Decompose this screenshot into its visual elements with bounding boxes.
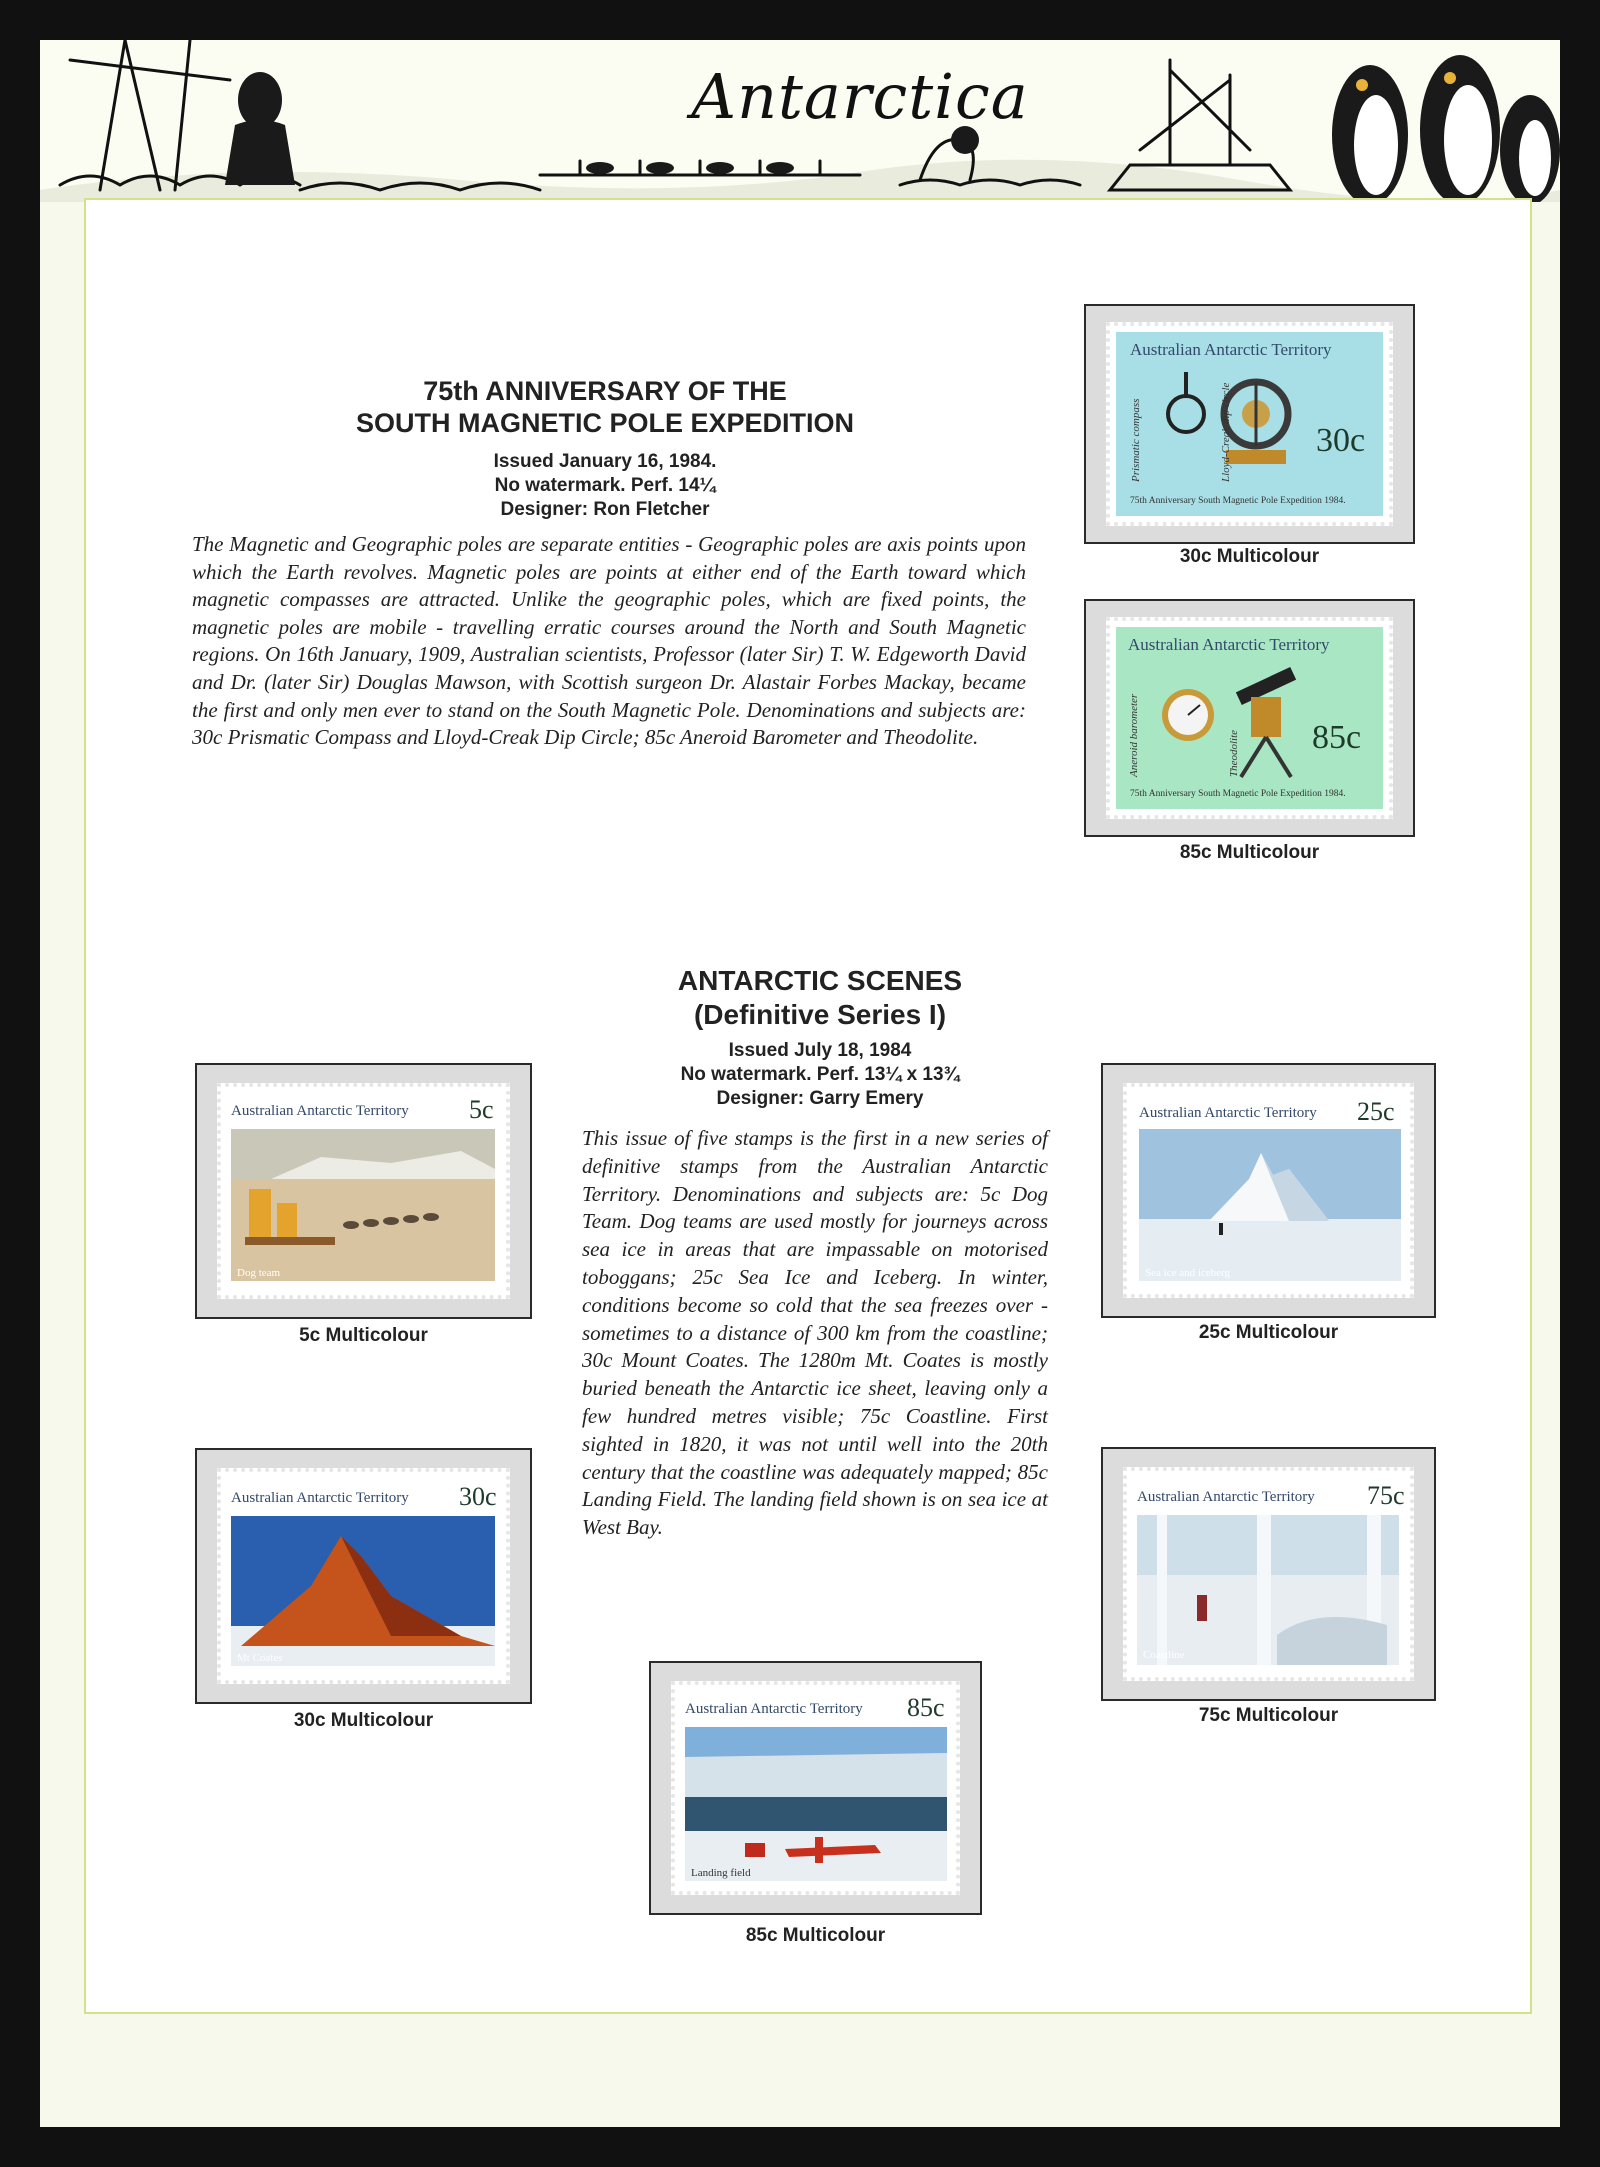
stamp-value: 30c <box>1316 422 1366 459</box>
stamp-territory: Australian Antarctic Territory <box>1130 340 1332 359</box>
stamp-scene-label: Coastline <box>1143 1649 1185 1661</box>
coastline-scene <box>1137 1515 1399 1665</box>
stamp-75c <box>1123 1467 1414 1681</box>
section2-meta <box>560 1039 1080 1111</box>
section2-heading-line1: ANTARCTIC SCENES <box>677 965 963 996</box>
stamp-label-right: Theodolite <box>1228 729 1240 777</box>
stamp-mount-5c <box>195 1063 532 1319</box>
section2-issue-date: Issued July 18, 1984 <box>728 1040 912 1061</box>
section1-heading-line2: SOUTH MAGNETIC POLE EXPEDITION <box>355 408 855 438</box>
section1-designer: Designer: Ron Fletcher <box>500 499 710 520</box>
caption-25c: 25c Multicolour <box>1198 1322 1339 1343</box>
stamp-value: 85c <box>1312 719 1362 756</box>
stamp-territory: Australian Antarctic Territory <box>685 1701 863 1717</box>
stamp-mount-30c-scenes <box>195 1448 532 1704</box>
barometer-theodolite-icon <box>1116 627 1383 809</box>
stamp-mount-25c <box>1101 1063 1436 1318</box>
stamp-label-right: Lloyd-Creak dip circle <box>1220 382 1232 482</box>
caption-30c-magnetic: 30c Multicolour <box>1179 546 1320 567</box>
stamp-85c-magnetic <box>1106 617 1393 819</box>
section1-issue-date: Issued January 16, 1984. <box>493 451 717 472</box>
stamp-scene-label: Mt Coates <box>237 1652 283 1664</box>
stamp-30c-magnetic <box>1106 322 1393 526</box>
iceberg-scene <box>1139 1129 1401 1281</box>
stamp-85c-scenes <box>671 1681 960 1895</box>
caption-85c-scenes: 85c Multicolour <box>745 1925 886 1946</box>
stamp-territory: Australian Antarctic Territory <box>231 1103 409 1119</box>
stamp-label-left: Prismatic compass <box>1130 398 1142 482</box>
section1-watermark-perf: No watermark. Perf. 14¼ <box>494 475 716 496</box>
dog-team-scene <box>231 1129 495 1281</box>
page-title: Antarctica <box>691 60 1029 133</box>
stamp-30c-scenes <box>217 1468 510 1684</box>
stamp-25c <box>1123 1083 1414 1298</box>
stamp-territory: Australian Antarctic Territory <box>1137 1489 1315 1505</box>
stamp-85c-magnetic-design <box>1116 627 1383 809</box>
stamp-territory: Australian Antarctic Territory <box>231 1490 409 1506</box>
stamp-mount-85c-magnetic <box>1084 599 1415 837</box>
stamp-5c <box>217 1083 510 1299</box>
header-banner <box>40 40 1560 202</box>
section2-heading-line2: (Definitive Series I) <box>693 999 947 1030</box>
stamp-scene-label: Landing field <box>691 1867 751 1879</box>
stamp-mount-75c <box>1101 1447 1436 1701</box>
caption-85c-magnetic: 85c Multicolour <box>1179 842 1320 863</box>
caption-5c: 5c Multicolour <box>299 1325 428 1346</box>
section1-heading <box>190 375 1020 439</box>
landing-field-scene <box>685 1727 947 1881</box>
stamp-footer: 75th Anniversary South Magnetic Pole Expedition 1984. <box>1130 789 1346 799</box>
stamp-value: 75c <box>1367 1481 1405 1510</box>
caption-75c: 75c Multicolour <box>1198 1705 1339 1726</box>
stamp-value: 30c <box>459 1482 497 1511</box>
caption-30c-scenes: 30c Multicolour <box>293 1710 434 1731</box>
stamp-territory: Australian Antarctic Territory <box>1139 1105 1317 1121</box>
stamp-value: 5c <box>469 1095 494 1124</box>
stamp-value: 25c <box>1357 1097 1395 1126</box>
section2-description: This issue of five stamps is the first in a new series of definitive stamps from the Australian Antarctic Territory. Denominations and subjects are: 5c Dog Team. Dog teams are used mostly for journeys across sea ice in areas that are impassable on motorised toboggans; 25c Sea Ice and Iceberg. In winter, conditions become so cold that the sea freezes over - sometimes to a distance of 300 km from the coastline; 30c Mount Coates. The 1280m Mt. Coates is mostly buried beneath the Antarctic ice sheet, leaving only a few hundred metres visible; 75c Coastline. First sighted in 1820, it was not until well into the 20th century that the coastline was adequately mapped; 85c Landing Field. The landing field shown is on sea ice at West Bay. <box>582 1126 1048 1540</box>
stamp-label-left: Aneroid barometer <box>1128 693 1140 777</box>
stamp-mount-30c-magnetic <box>1084 304 1415 544</box>
section2-heading <box>560 964 1080 1032</box>
stamp-scene-label: Sea ice and iceberg <box>1145 1267 1231 1279</box>
section1-heading-line1: 75th ANNIVERSARY OF THE <box>423 376 787 406</box>
section1-meta <box>190 450 1020 522</box>
stamp-footer: 75th Anniversary South Magnetic Pole Expedition 1984. <box>1130 496 1346 506</box>
section2-designer: Designer: Garry Emery <box>716 1088 924 1109</box>
mt-coates-scene <box>231 1516 495 1666</box>
stamp-scene-label: Dog team <box>237 1267 281 1279</box>
stamp-mount-85c-scenes <box>649 1661 982 1915</box>
section2-watermark-perf: No watermark. Perf. 13¼ x 13¾ <box>680 1064 960 1085</box>
stamp-territory: Australian Antarctic Territory <box>1128 635 1330 654</box>
stamp-value: 85c <box>907 1693 945 1722</box>
stamp-30c-magnetic-design <box>1116 332 1383 516</box>
section1-description: The Magnetic and Geographic poles are separate entities - Geographic poles are axis points upon which the Earth revolves. Magnetic poles are points at either end of the Earth toward which magnetic compasses are attracted. Unlike the geographic poles, which are fixed points, the magnetic poles are mobile - travelling erratic courses around the North and South Magnetic regions. On 16th January, 1909, Australian scientists, Professor (later Sir) T. W. Edgeworth David and Dr. (later Sir) Douglas Mawson, with Scottish surgeon Dr. Alastair Forbes Mackay, became the first and only men ever to stand on the South Magnetic Pole. Denominations and subjects are: 30c Prismatic Compass and Lloyd-Creak Dip Circle; 85c Aneroid Barometer and Theodolite. <box>192 532 1026 750</box>
